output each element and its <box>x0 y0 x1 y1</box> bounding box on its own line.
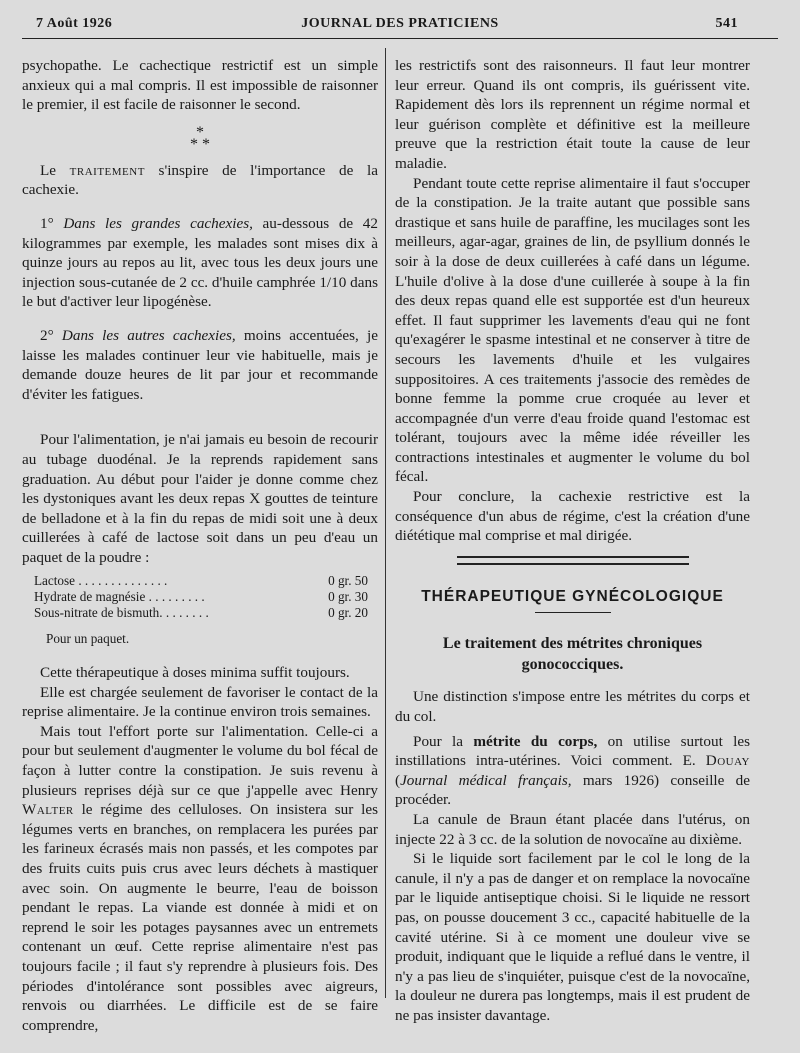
ingredient-qty: 0 gr. 20 <box>328 605 368 621</box>
prescription-row <box>34 573 368 589</box>
paragraph-conclusion: Pour conclure, la cachexie restrictive est la conséquence d'un abus de régime, c'est la création d'une diététique mal comprise et mal dirigée. <box>395 488 750 545</box>
traitement-rest: s'inspire de l'importance de la cachexie. <box>22 161 378 199</box>
ingredient-name <box>34 605 312 621</box>
metrite-journal: Journal médical français, <box>400 771 572 789</box>
effort-text-2: le régime des celluloses. On insistera sur les légumes verts en branches, on remplacera les purées par les farineux écrasés mais non passés, et les compotes par des fruits cuits puis crus avec leurs déchets à mastiquer avec soin. On augmente le beurre, l'eau de boisson pendant le repas. La viande est donnée à midi et on reprend le soir les potages paysannes avec un entremets contenant un œuf. Cette reprise alimentaire n'est pas toujours facile ; il faut s'y reprendre à plusieurs fois. Des périodes d'intolérance sont possibles avec aigreurs, renvois ou diarrhées. Le difficile est de se faire comprendre, <box>22 801 378 1034</box>
running-header <box>22 14 778 42</box>
header-date: 7 Août 1926 <box>36 16 113 31</box>
article-title-line-1: Le traitement des métrites chroniques <box>442 635 703 653</box>
paragraph-liquide: Si le liquide sort facilement par le col le long de la canule, il n'y a pas de danger et on remplace la novocaïne par le liquide antiseptique choisi. Si le liquide ne ressort pas, on pousse doucement 3 cc., capacité habituelle de la cavité utérine. Si à ce moment une douleur vive se produit, indiquant que le liquide a reflué dans le ventre, il n'y a pas lieu de s'inquiéter, puisque c'est de la novocaïne, la douleur ne durera pas longtemps, mais il est prudent de ne pas insister davantage. <box>395 850 750 1024</box>
column-separator <box>385 48 386 998</box>
effort-text-1: Mais tout l'effort porte sur l'alimentation. Celle-ci a pour but seulement d'augmenter le volume du bol fécal de façon à lutter contre la constipation. Je suis revenu à plusieurs reprises déjà sur ce que j'appelle avec Henry <box>22 722 378 799</box>
prescription-table <box>34 573 368 621</box>
author-walter: Walter <box>22 801 74 819</box>
leader-dots: . . . . . . . . <box>159 605 209 621</box>
grandes-heading: Dans les grandes cachexies, <box>63 214 253 232</box>
asterism <box>22 123 378 153</box>
article-title-line-2: gonococciques. <box>521 656 624 674</box>
section-title: THÉRAPEUTIQUE GYNÉCOLOGIQUE <box>421 587 724 605</box>
paragraph-grandes-cachexies <box>22 214 378 312</box>
ingredient-label: Hydrate de magnésie <box>34 589 146 605</box>
paragraph-constipation: Pendant toute cette reprise alimentaire il faut s'occuper de la constipation. Je la traite autant que possible sans drastique et sans huile de paraffine, les mucilages sont les meilleurs, agar-agar, graines de lin, de psyllium donnés le soir à la dose de deux cuillerées à café dans un légume. L'huile d'olive à la dose d'une cuillerée à soupe à la fin des deux repas quand elle est supportée est d'un heureux effet. Il faut supprimer les lavements d'eau qui ne font qu'exagérer le spasme intestinal et ne conserver à titre de secours les lavements d'huile et les vulgaires suppositoires. A ces traitements j'associe des remèdes de bonne femme la pomme crue croquée au lever et accompagnée d'un verre d'eau froide quand l'estomac est tolérant, toujours avec la même idée réveiller les contractions intestinales et augmenter le volume du bol fécal. <box>395 174 750 486</box>
header-page-number: 541 <box>715 16 738 31</box>
ingredient-qty: 0 gr. 50 <box>328 573 368 589</box>
prescription-row <box>34 605 368 621</box>
prescription-row <box>34 589 368 605</box>
paragraph-effort <box>22 722 378 1036</box>
ingredient-label: Lactose <box>34 573 76 589</box>
ingredient-name <box>34 589 312 605</box>
leader-dots: . . . . . . . . . . . . . . <box>75 573 168 589</box>
autres-number: 2° <box>40 326 62 344</box>
metrite-lead: Pour la <box>413 732 474 750</box>
paragraph-distinction: Une distinction s'impose entre les métrites du corps et du col. <box>395 688 750 726</box>
metrite-rest-2: mars 1926) conseille de procéder. <box>395 771 750 809</box>
paragraph-restrictifs: les restrictifs sont des raisonneurs. Il faut leur montrer leur erreur. Quand ils ont compris, ils guérissent vite. Rapidement dès lors ils reprennent un régime normal et leur guérison complète et définitive est la meilleure preuve que la restriction était toute la cause de leur maladie. <box>395 57 750 172</box>
grandes-rest: au-dessous de 42 kilogrammes par exemple, les malades sont mises dix à quinze jours au repos au lit, avec tous les deux jours une injection sous-cutanée de 2 cc. d'huile camphrée 1/10 dans le but d'activer leur lipogénèse. <box>22 214 378 311</box>
author-douay: Douay <box>705 752 750 770</box>
asterism-bottom: * * <box>190 135 210 153</box>
paragraph-contact: Elle est chargée seulement de favoriser le contact de la reprise alimentaire. Je la continue environ trois semaines. <box>22 683 378 721</box>
autres-heading: Dans les autres cachexies, <box>61 326 236 344</box>
metrite-bold: métrite du corps, <box>473 732 598 750</box>
ingredient-label: Sous-nitrate de bismuth <box>34 605 160 621</box>
article-title <box>395 633 750 675</box>
header-journal-title: JOURNAL DES PRATICIENS <box>301 16 499 31</box>
grandes-number: 1° <box>40 214 64 232</box>
section-double-rule <box>457 556 689 565</box>
leader-dots: . . . . . . . . . <box>148 589 205 605</box>
paragraph-psychopathe: psychopathe. Le cachectique restrictif est un simple anxieux qui a mal compris. Il est impossible de raisonner le premier, il est facile de raisonner le second. <box>22 57 378 114</box>
ingredient-qty: 0 gr. 30 <box>328 589 368 605</box>
right-column <box>395 56 750 1026</box>
paragraph-alimentation: Pour l'alimentation, je n'ai jamais eu besoin de recourir au tubage duodénal. Je la reprends rapidement sans graduation. Au début pour l'aider je donne comme chez les dystoniques avant les deux repas X gouttes de teinture de belladone et à la fin du repas de midi soit une à deux cuillerées à café de lactose soit dans un peu d'eau un paquet de la poudre : <box>22 431 378 566</box>
paragraph-autres-cachexies <box>22 326 378 404</box>
autres-rest: moins accentuées, je laisse les malades continuer leur vie habituelle, mais je demande douze heures de lit par jour et recommande d'éviter les fatigues. <box>22 326 378 403</box>
paragraph-canule: La canule de Braun étant placée dans l'utérus, on injecte 22 à 3 cc. de la solution de novocaïne au dixième. <box>395 811 750 848</box>
left-column <box>22 56 378 1035</box>
asterism-top: * <box>196 123 204 141</box>
header-rule <box>22 38 778 39</box>
paragraph-metrite-corps <box>395 732 750 810</box>
ingredient-name <box>34 573 312 589</box>
traitement-keyword: traitement <box>69 161 145 179</box>
traitement-lead: Le <box>40 161 70 179</box>
paragraph-doses-minima: Cette thérapeutique à doses minima suffit toujours. <box>40 664 350 682</box>
paragraph-traitement <box>22 161 378 200</box>
metrite-open-paren: ( <box>395 771 401 789</box>
metrite-rest-1: on utilise surtout les instillations intra-utérines. Voici comment. E. <box>395 732 750 770</box>
prescription-footer: Pour un paquet. <box>46 631 130 647</box>
section-title-underline <box>535 612 611 613</box>
